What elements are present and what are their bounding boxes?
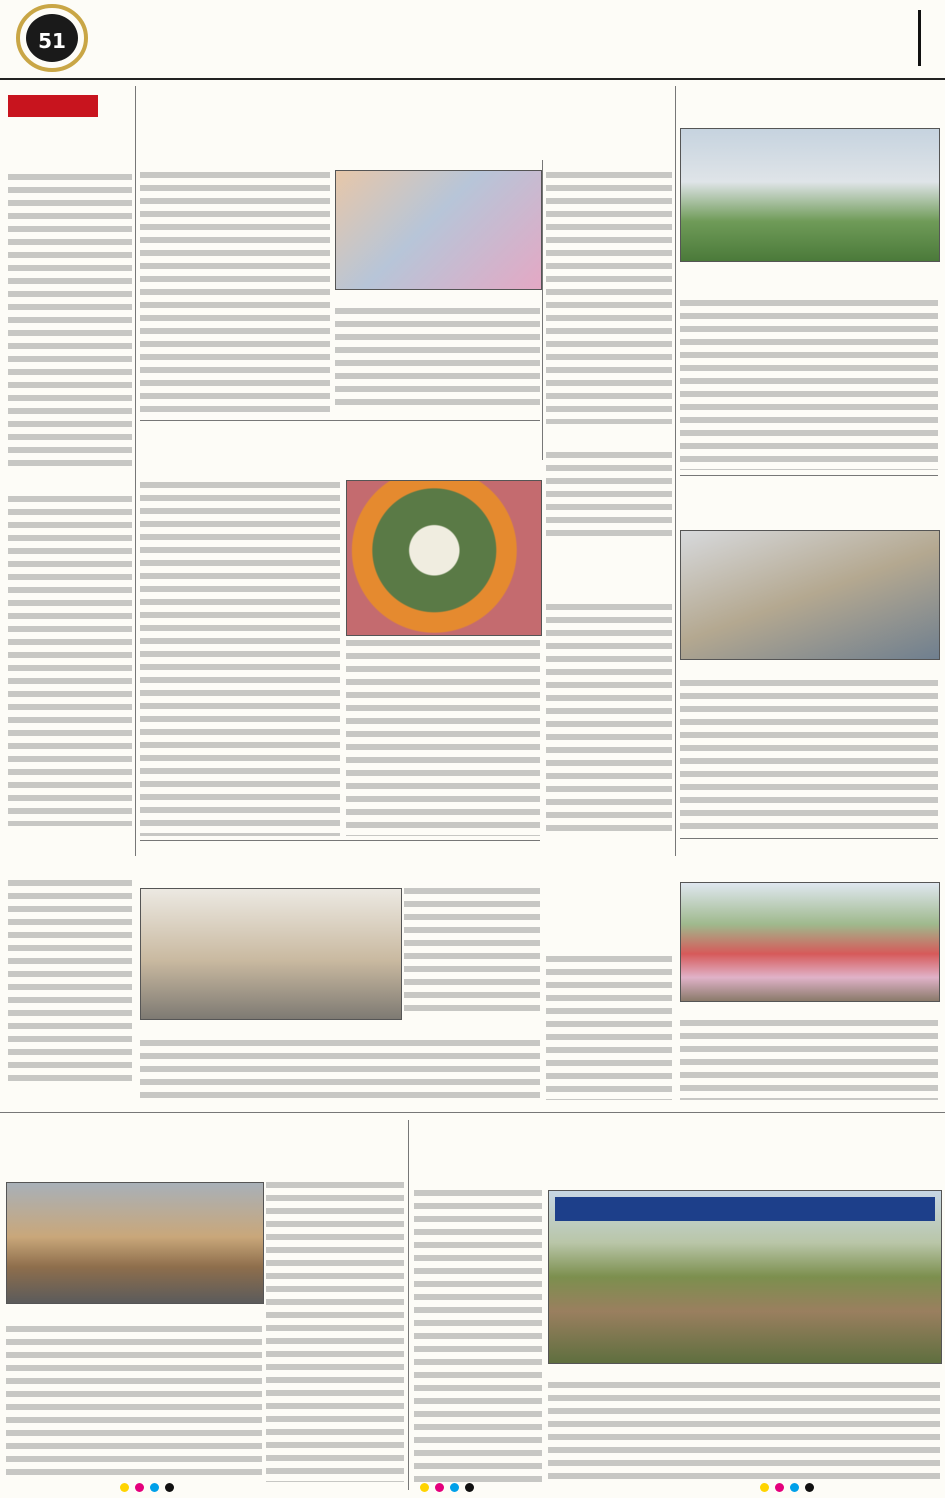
bottom-right-headline	[414, 1122, 940, 1184]
meeting-photo	[680, 530, 940, 660]
photo-caption	[548, 1364, 940, 1378]
column-rule	[135, 86, 136, 856]
hall-meeting-photo	[140, 888, 402, 1020]
photo-caption	[6, 1304, 262, 1318]
story-body	[6, 1326, 262, 1482]
story-body	[680, 300, 938, 470]
anniversary-emblem-icon	[14, 2, 90, 72]
office-building-photo	[680, 128, 940, 262]
story-body	[404, 888, 540, 1018]
mid-headline-1	[546, 426, 672, 448]
masthead-rule	[918, 10, 921, 66]
registration-marks	[120, 1483, 174, 1492]
right-subtag	[814, 282, 938, 296]
event-photo	[335, 170, 542, 290]
emblem-number: 51	[38, 29, 66, 53]
section-rule	[140, 420, 540, 421]
brief-subhead	[8, 830, 132, 874]
story-body	[546, 604, 672, 836]
story-body	[680, 680, 938, 836]
column-rule	[542, 160, 543, 460]
photo-banner	[555, 1197, 935, 1221]
ration-office-photo	[6, 1182, 264, 1304]
story-body	[414, 1190, 542, 1482]
brief-headline	[8, 122, 132, 168]
photo-caption	[140, 1020, 400, 1034]
story-body	[346, 640, 540, 836]
mid-headline-2	[546, 545, 672, 601]
brief-subhead	[8, 470, 132, 492]
right-headline-1	[680, 84, 938, 124]
main-headline-3	[140, 842, 540, 884]
story-body	[546, 452, 672, 540]
masthead	[0, 0, 945, 80]
story-body	[680, 1020, 938, 1100]
portrait-memorial-photo	[346, 480, 542, 636]
column-rule	[675, 86, 676, 856]
photo-caption	[680, 262, 938, 276]
story-body	[548, 1382, 940, 1482]
registration-marks	[760, 1483, 814, 1492]
mid-headline-3	[546, 912, 672, 952]
story-body	[140, 172, 330, 412]
river-bridge-photo	[548, 1190, 942, 1364]
section-rule	[0, 1112, 945, 1113]
photo-caption	[335, 290, 540, 304]
story-body	[140, 482, 340, 836]
brief-body	[8, 174, 132, 466]
story-body	[266, 1182, 404, 1482]
registration-marks	[420, 1483, 474, 1492]
photo-caption	[680, 660, 938, 674]
brief-tag	[8, 95, 98, 117]
welcome-rally-photo	[680, 882, 940, 1002]
section-rule	[680, 475, 938, 476]
right-headline-2	[680, 480, 938, 524]
brief-body	[8, 880, 132, 1085]
right-headline-3	[680, 840, 938, 878]
photo-caption	[680, 1002, 938, 1016]
brief-body	[8, 496, 132, 826]
main-headline-2	[140, 424, 540, 476]
section-rule	[680, 838, 938, 839]
story-body	[546, 172, 672, 424]
story-body	[335, 308, 540, 412]
bottom-left-headline	[6, 1128, 404, 1178]
column-rule	[408, 1120, 409, 1490]
section-rule	[140, 840, 540, 841]
main-headline-1	[140, 80, 670, 160]
story-body	[546, 956, 672, 1100]
story-body	[140, 1040, 540, 1100]
